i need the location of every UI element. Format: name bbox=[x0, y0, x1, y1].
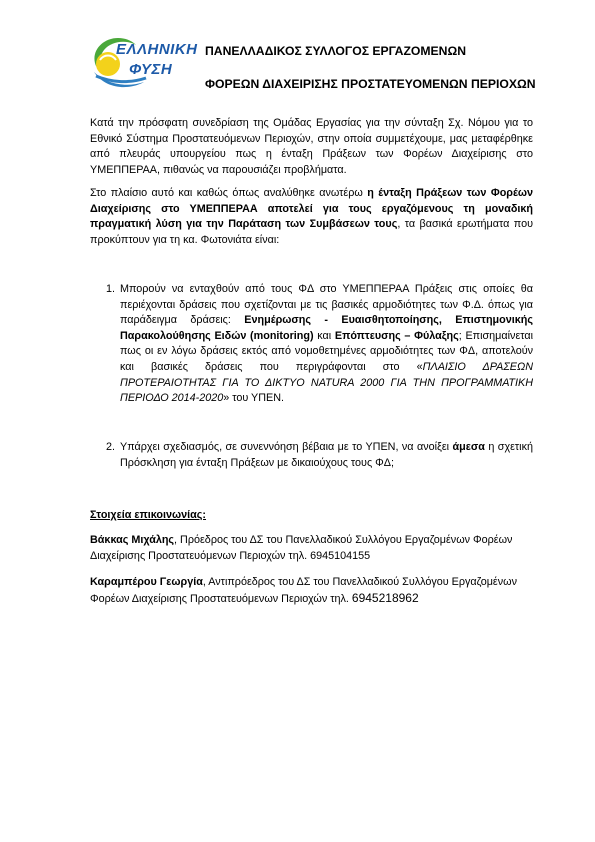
list-item bbox=[106, 440, 536, 474]
item1-text-c: και bbox=[313, 329, 335, 342]
header-line-1: ΠΑΝΕΛΛΑΔΙΚΟΣ ΣΥΛΛΟΓΟΣ ΕΡΓΑΖΟΜΕΝΩΝ bbox=[205, 44, 467, 58]
header-line-2: ΦΟΡΕΩΝ ΔΙΑΧΕΙΡΙΣΗΣ ΠΡΟΣΤΑΤΕΥΟΜΕΝΩΝ ΠΕΡΙΟΧΩΝ bbox=[205, 77, 536, 91]
contact-president bbox=[90, 532, 540, 564]
list-item-body bbox=[120, 282, 533, 407]
para2-text-c: , τα βασικά ερωτήματα που προκύπτουν για τη κα. Φωτονιάτα είναι: bbox=[90, 218, 533, 246]
logo-word-1: ΕΛΛΗΝΙΚΗ bbox=[116, 41, 198, 58]
paragraph-intro: Κατά την πρόσφατη συνεδρίαση της Ομάδας Εργασίας για την σύνταξη Σχ. Νόμου για το Εθνικό Σύστημα Προστατευόμενων Περιοχών, στην οποία συμμετέχουμε, μας μεταφέρθηκε από πλευράς υπουργείου πως η ένταξη Πράξεων των Φορέων Διαχείρισης στο ΥΜΕΠΠΕΡΑΑ, πιθανώς να παρουσιάζει προβλήματα. bbox=[90, 117, 533, 176]
list-item-number: 2. bbox=[106, 441, 116, 453]
contact-phone: 6945218962 bbox=[351, 591, 419, 605]
item2-text-c: η σχετική Πρόσκληση για ένταξη Πράξεων με δικαιούχους τους ΦΔ; bbox=[120, 441, 533, 469]
contacts-title: Στοιχεία επικοινωνίας: bbox=[90, 509, 207, 521]
item2-text-a: Υπάρχει σχεδιασμός, σε συνεννόηση βέβαια με το ΥΠΕΝ, να ανοίξει bbox=[120, 441, 453, 453]
item1-bold-d: Επόπτευσης – Φύλαξης bbox=[334, 329, 459, 342]
para2-text-a: Στο πλαίσιο αυτό και καθώς όπως αναλύθηκε ανωτέρω bbox=[90, 187, 368, 199]
item2-bold-b: άμεσα bbox=[452, 441, 485, 453]
contact-name: Καραμπέρου Γεωργία bbox=[90, 576, 203, 588]
logo bbox=[86, 32, 198, 94]
list-item-body bbox=[120, 440, 533, 471]
contact-text: , Αντιπρόεδρος του ΔΣ του Πανελλαδικού Συλλόγου Εργαζομένων Φορέων Διαχείρισης Προστατευόμενων Περιοχών τηλ. bbox=[90, 576, 517, 605]
contact-name: Βάκκας Μιχάλης bbox=[90, 534, 175, 546]
list-item-number: 1. bbox=[106, 283, 116, 295]
item1-text-e: ; Επισημαίνεται πως οι εν λόγω δράσεις εκτός από νομοθετημένες αρμοδιότητες των ΦΔ, αποτελούν και βασικές δράσεις που περιγράφονται στο « bbox=[120, 329, 534, 373]
item1-text-g: » του ΥΠΕΝ. bbox=[223, 392, 285, 405]
item1-bold-b: Ενημέρωσης - Ευαισθητοποίησης, Επιστημονικής Παρακολούθησης Ειδών (monitoring) bbox=[120, 314, 533, 342]
paragraph-context bbox=[90, 186, 533, 248]
item1-text-a: Μπορούν να ενταχθούν από τους ΦΔ στο ΥΜΕΠΠΕΡΑΑ Πράξεις στις οποίες θα περιέχονται δράσεις που σχετίζονται με τις βασικές αρμοδιότητες των Φ.Δ. όπως για παράδειγμα δράσεις: bbox=[120, 283, 533, 327]
item1-italic-f: ΠΛΑΙΣΙΟ ΔΡΑΣΕΩΝ ΠΡΟΤΕΡΑΙΟΤΗΤΑΣ ΓΙΑ ΤΟ ΔΙΚΤΥΟ NATURA 2000 ΓΙΑ ΤΗΝ ΠΡΟΓΡΑΜΜΑΤΙΚΗ ΠΕΡΙΟΔΟ 2014-2020 bbox=[120, 360, 534, 405]
contact-text: , Πρόεδρος του ΔΣ του Πανελλαδικού Συλλόγου Εργαζομένων Φορέων Διαχείρισης Προστατευόμενων Περιοχών τηλ. 6945104155 bbox=[90, 534, 513, 562]
contact-vice-president bbox=[90, 574, 540, 607]
list-item bbox=[106, 282, 536, 412]
logo-word-2: ΦΥΣΗ bbox=[129, 61, 173, 78]
para2-bold: η ένταξη Πράξεων των Φορέων Διαχείρισης στο ΥΜΕΠΠΕΡΑΑ αποτελεί για τους εργαζόμενους τη μοναδική πραγματική λύση για την Παράταση των Συμβάσεων τους bbox=[90, 187, 533, 231]
